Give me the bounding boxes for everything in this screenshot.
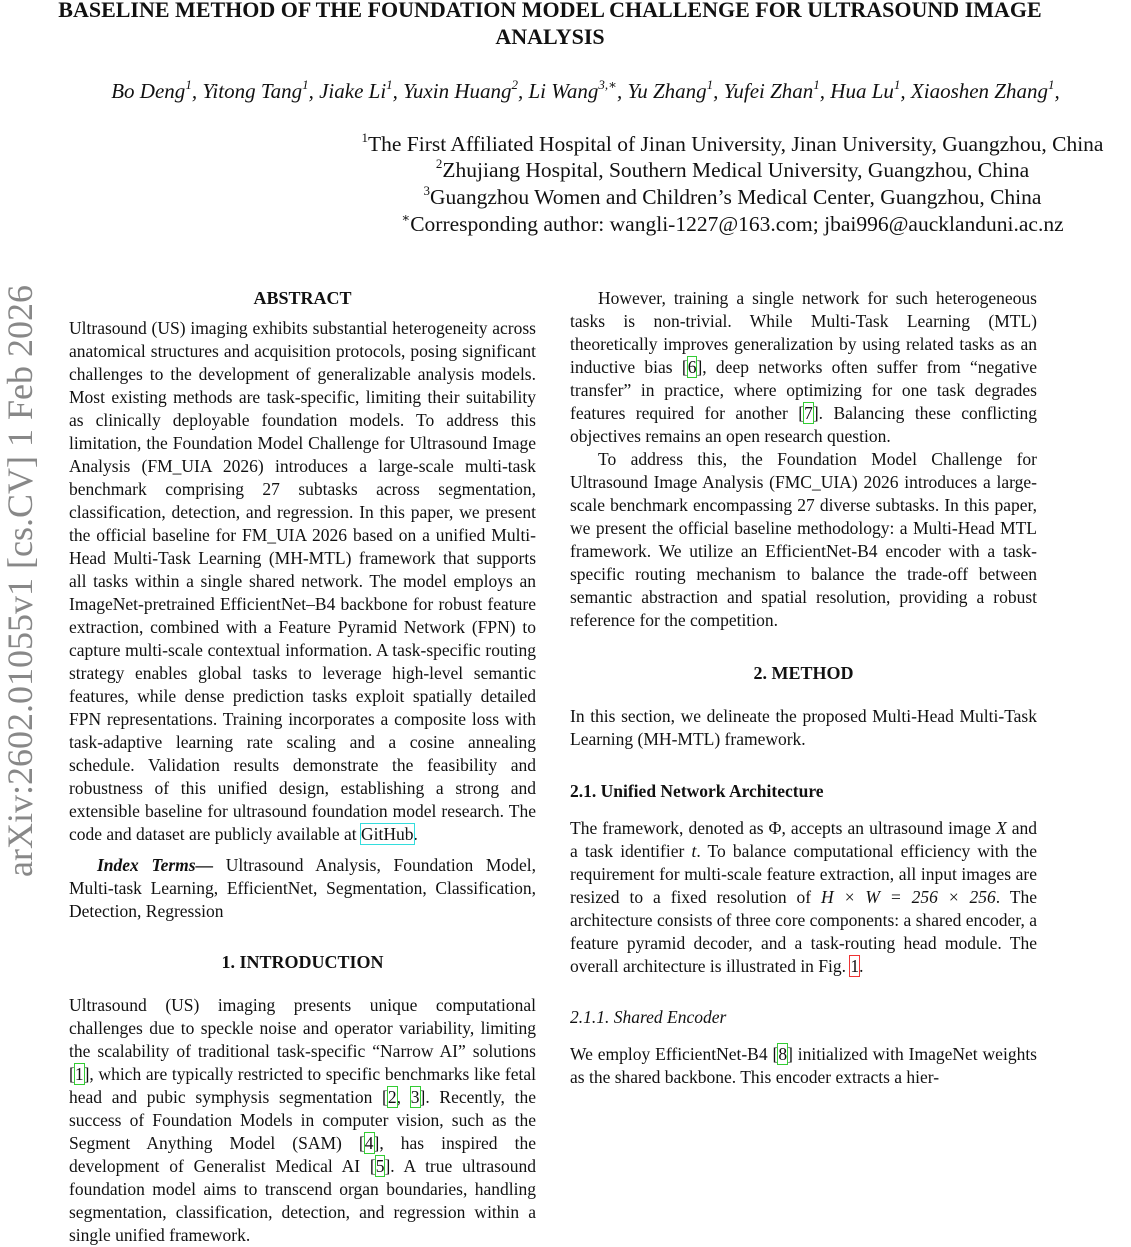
author-list: Bo Deng$^1$, Yitong Tang$^1$, Jiake Li$^1$, Yuxin Huang$^2$, Li Wang$^{3,∗}$, Yu Zhang$^1$, Yufei Zhan$^1$, Hua Lu$^1$, Xiaoshen Zhang$^1$, xyxy=(111,77,1060,103)
abstract-text: Ultrasound (US) imaging exhibits substantial heterogeneity across anatomical structures and acquisition protocols, posing significant challenges to the development of generalizable analysis models. Most existing methods are task-specific, limiting their suitability as clinically deployable foundation models. To address this limitation, the Foundation Model Challenge for Ultrasound Image Analysis (FM_UIA 2026) introduces a large-scale multi-task benchmark comprising 27 subtasks across segmentation, classification, detection, and regression. In this paper, we present the official baseline for FM_UIA 2026 based on a unified Multi-Head Multi-Task Learning (MH-MTL) framework that supports all tasks within a single shared network. The model employs an ImageNet-pretrained EfficientNet–B4 backbone for robust feature extraction, combined with a Feature Pyramid Network (FPN) to capture multi-scale contextual information. A task-specific routing strategy enables global tasks to leverage high-level semantic features, while dense prediction tasks exploit spatially detailed FPN representations. Training incorporates a composite loss with task-adaptive learning rate scaling and a cosine annealing schedule. Validation results demonstrate the feasibility and robustness of this unified design, establishing a strong and extensible baseline for ultrasound foundation model research. The code and dataset are publicly available at GitHub. xyxy=(69,318,536,844)
figure-link[interactable]: 1 xyxy=(850,956,860,976)
author: Li Wang$^{3,∗}$ xyxy=(528,77,617,103)
affiliation: $^1$The First Affiliated Hospital of Jinan University, Jinan University, Guangzhou, China xyxy=(361,129,1104,156)
author: Yuxin Huang$^2$ xyxy=(403,77,518,103)
citation-link[interactable]: 2 xyxy=(387,1087,397,1107)
method-intro: In this section, we delineate the proposed Multi-Head Multi-Task Learning (MH-MTL) framework. xyxy=(570,706,1037,749)
abstract-heading: ABSTRACT xyxy=(253,288,352,308)
subsection-heading: 2.1. Unified Network Architecture xyxy=(570,781,824,801)
author: Bo Deng$^1$ xyxy=(111,77,192,103)
citation-link[interactable]: 3 xyxy=(410,1087,420,1107)
citation-link[interactable]: 8 xyxy=(778,1044,788,1064)
encoder-paragraph: We employ EfficientNet-B4 [8] initialized with ImageNet weights as the shared backbone. This encoder extracts a hier- xyxy=(570,1044,1037,1087)
corresponding-author: ∗Corresponding author: wangli-1227@163.com; jbai996@aucklanduni.ac.nz xyxy=(401,209,1064,236)
right-column xyxy=(570,287,1037,1089)
paper-title: BASELINE METHOD OF THE FOUNDATION MODEL CHALLENGE FOR ULTRASOUND IMAGE ANALYSIS xyxy=(58,0,1042,49)
index-terms: Index Terms— Ultrasound Analysis, Foundation Model, Multi-task Learning, EfficientNet, Segmentation, Classification, Detection, Regression xyxy=(69,855,536,921)
author: Yufei Zhan$^1$ xyxy=(723,77,820,103)
author: Xiaoshen Zhang$^1$ xyxy=(910,77,1055,103)
author: Yitong Tang$^1$ xyxy=(202,77,309,103)
intro-paragraph-1: Ultrasound (US) imaging presents unique computational challenges due to speckle noise and operator variability, limiting the scalability of traditional task-specific “Narrow AI” solutions [1], which are typically restricted to specific benchmarks like fetal head and pubic symphysis segmentation [2, 3]. Recently, the success of Foundation Models in computer vision, such as the Segment Anything Model (SAM) [4], has inspired the development of Generalist Medical AI [5]. A true ultrasound foundation model aims to transcend organ boundaries, handling segmentation, classification, detection, and regression within a single unified framework. xyxy=(69,995,536,1245)
author: Hua Lu$^1$ xyxy=(830,77,901,103)
left-column xyxy=(69,287,536,1247)
method-heading: 2. METHOD xyxy=(753,663,854,683)
citation-link[interactable]: 5 xyxy=(375,1156,385,1176)
citation-link[interactable]: 6 xyxy=(687,357,697,377)
architecture-paragraph: The framework, denoted as Φ, accepts an ultrasound image X and a task identifier t. To balance computational efficiency with the requirement for multi-scale feature extraction, all input images are resized to a fixed resolution of H × W = 256 × 256. The architecture consists of three core components: a shared encoder, a feature pyramid decoder, and a task-routing head module. The overall architecture is illustrated in Fig. 1. xyxy=(570,818,1037,976)
intro-heading: 1. INTRODUCTION xyxy=(221,952,384,972)
affiliation: $^3$Guangzhou Women and Children’s Medical Center, Guangzhou, China xyxy=(423,182,1042,209)
citation-link[interactable]: 7 xyxy=(804,403,813,423)
arxiv-stamp: arXiv:2602.01055v1 [cs.CV] 1 Feb 2026 xyxy=(0,285,40,877)
author: Jiake Li$^1$ xyxy=(319,77,393,103)
affiliation: $^2$Zhujiang Hospital, Southern Medical University, Guangzhou, China xyxy=(435,155,1030,182)
intro-paragraph-2: However, training a single network for such heterogeneous tasks is non-trivial. While Multi-Task Learning (MTL) theoretically improves generalization by using related tasks as an inductive bias [6], deep networks often suffer from “negative transfer” in practice, where optimizing for one task degrades features required for another [7]. Balancing these conflicting objectives remains an open research question. xyxy=(570,288,1038,446)
citation-link[interactable]: 4 xyxy=(364,1133,374,1153)
intro-paragraph-3: To address this, the Foundation Model Challenge for Ultrasound Image Analysis (FMC_UIA) 2026 introduces a large-scale benchmark encompassing 27 diverse subtasks. In this paper, we present the official baseline methodology: a Multi-Head MTL framework. We utilize an EfficientNet-B4 encoder with a task-specific routing mechanism to balance the trade-off between semantic abstraction and spatial resolution, providing a robust reference for the competition. xyxy=(570,449,1037,630)
subsubsection-heading: 2.1.1. Shared Encoder xyxy=(570,1007,727,1027)
author: Yu Zhang$^1$ xyxy=(627,77,714,103)
github-link[interactable]: GitHub xyxy=(361,824,414,844)
citation-link[interactable]: 1 xyxy=(74,1064,84,1084)
